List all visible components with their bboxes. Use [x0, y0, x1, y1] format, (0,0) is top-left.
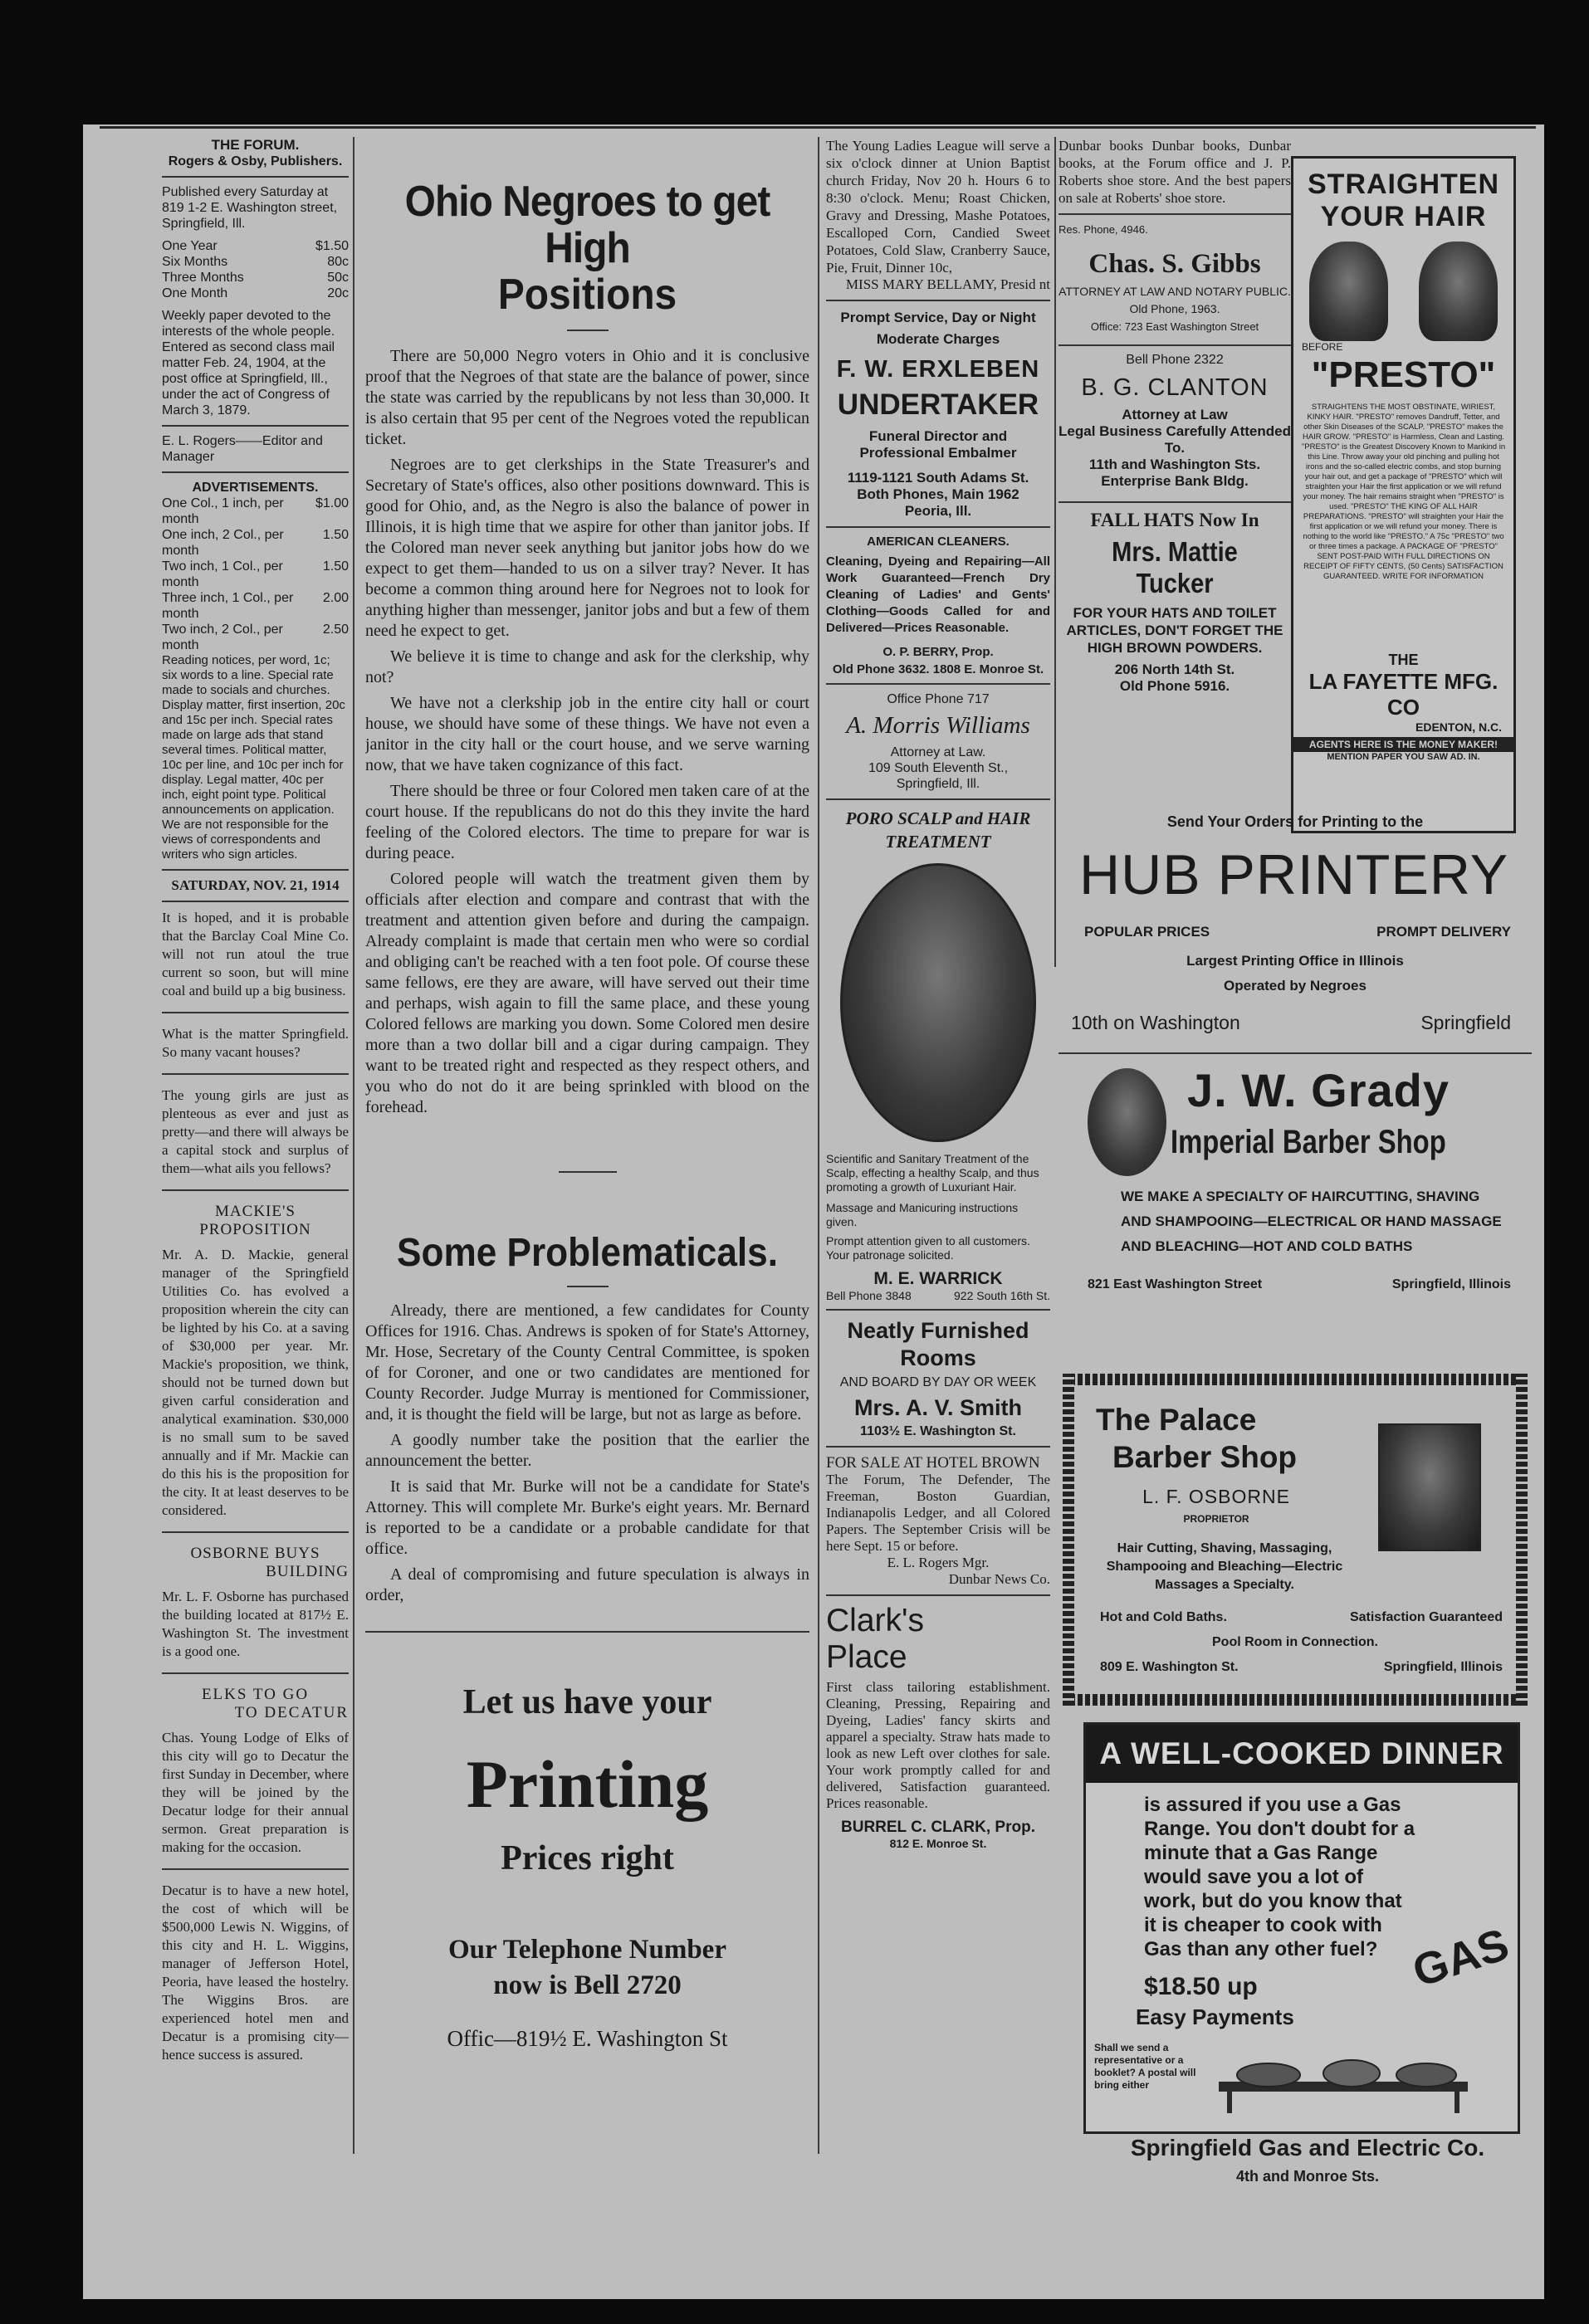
divider — [826, 1309, 1050, 1311]
fourth-column — [1059, 137, 1291, 695]
greek-border-right — [1516, 1374, 1528, 1706]
entered-note: Entered as second class mail matter Feb. 24, 1904, at the post office at Springfield, Ill., under the act of Congress of March 3, 1879. — [162, 340, 335, 417]
gibbs-phone: Old Phone, 1963. — [1129, 302, 1220, 315]
printing-ad-prices: Prices right — [501, 1839, 674, 1877]
poro-massage: Massage and Manicuring instructions given. — [826, 1201, 1019, 1228]
straighten-heading-2: YOUR HAIR — [1320, 201, 1487, 232]
poro-ad — [826, 807, 1050, 1302]
ohio-paragraph: Colored people will watch the treatment given them by officials after election and compare and contrast that with the treatment and attention given before and during the campaign. Already complaint is made that certain men who were so cordial and obliging can't be reached with a ten foot pole. Of course these same fellows, ere they are aware, will have served out their time and perhaps, wish again to fill the same place, and these young Colored fellows are marking you down. Some Colored men desire more than a two dollar bill and a cigar during campaign. They want to be treated right and respected as they respect others, and you who do not do it are being sprinkled with blood on the forehead. — [365, 870, 809, 1116]
hotel-brown-notice — [826, 1454, 1050, 1588]
clark-heading-1: Clark's — [826, 1603, 924, 1638]
gas-stove-image — [1210, 2057, 1476, 2115]
poro-heading: PORO SCALP and HAIR TREATMENT — [845, 808, 1031, 852]
presto-agents: AGENTS HERE IS THE MONEY MAKER! — [1293, 737, 1513, 752]
hotel-brown-manager: E. L. Rogers Mgr. — [887, 1555, 990, 1570]
headline-ohio-1: Ohio Negroes to get High — [404, 178, 770, 272]
presto-city: EDENTON, N.C. — [1415, 720, 1502, 734]
osborne-portrait-image — [1378, 1423, 1481, 1551]
grady-portrait-image — [1088, 1068, 1166, 1176]
tucker-name: Mrs. Mattie Tucker — [1112, 536, 1238, 598]
poro-contact: Bell Phone 3848 922 South 16th St. — [826, 1289, 1050, 1302]
rate-row: One Col., 1 inch, per month $1.00 — [162, 496, 349, 526]
presto-mention: MENTION PAPER YOU SAW AD. IN. — [1327, 752, 1480, 762]
divider — [365, 1631, 809, 1633]
tucker-fall-hats: FALL HATS Now In — [1090, 510, 1259, 530]
erxleben-title: UNDERTAKER — [837, 388, 1039, 421]
headline-problematicals: Some Problematicals. — [397, 1231, 778, 1275]
ohio-paragraph: There are 50,000 Negro voters in Ohio and it is conclusive proof that the Negroes of that state are the balance of power, since the state was carried by the republicans by not less than 30,000. It is also certain that 95 per cent of the Negroes voted the republican ticket. — [365, 347, 809, 448]
williams-phone: Office Phone 717 — [887, 692, 990, 706]
ad-notes: Reading notices, per word, 1c; six words to a line. Special rate made to socials and churches. Display matter, first insertion, 20c and 15c per inch. Special rates made on large ads that stand several times. Political matter, 10c per line, and 10c per inch for display. Legal matter, 40c per inch, eight point type. Political announcements on application. We are not responsible for the views of correspondents and writers who sign articles. — [162, 653, 345, 862]
grady-ad — [1063, 1058, 1528, 1292]
gas-company: Springfield Gas and Electric Co. — [1130, 2135, 1485, 2160]
problematicals-paragraph: A deal of compromising and future speculation is always in order, — [365, 1565, 809, 1604]
tucker-body: FOR YOUR HATS AND TOILET ARTICLES, DON'T FORGET THE HIGH BROWN POWDERS. — [1066, 605, 1283, 656]
divider — [162, 425, 349, 427]
rate-row: One Month 20c — [162, 286, 349, 300]
grady-address-row — [1088, 1277, 1511, 1292]
osborne-article: Mr. L. F. Osborne has purchased the building located at 817½ E. Washington St. The investment is a good one. — [162, 1589, 349, 1659]
printing-ad-office: Offic—819½ E. Washington St — [447, 2026, 728, 2051]
clanton-name: B. G. CLANTON — [1081, 374, 1269, 401]
hub-city: Springfield — [1420, 1012, 1511, 1033]
divider — [162, 1531, 349, 1533]
gibbs-title: ATTORNEY AT LAW AND NOTARY PUBLIC. — [1059, 285, 1291, 298]
gas-range-ad — [1083, 1722, 1520, 2134]
erxleben-phones: Both Phones, Main 1962 — [857, 486, 1019, 502]
ohio-paragraph: We have not a clerkship job in the entire city hall or court house, we should have some of these things. We have not even a janitor in the city hall or the court house, and we serve warning now, that we have taken cognizance of this fact. — [365, 694, 809, 774]
clark-ad — [826, 1603, 1050, 1850]
ad-rates — [162, 496, 349, 653]
grady-body: WE MAKE A SPECIALTY OF HAIRCUTTING, SHAVING AND SHAMPOOING—ELECTRICAL OR HAND MASSAGE AND BLEACHING—HOT AND COLD BATHS — [1121, 1189, 1502, 1254]
gas-word-flame: GAS — [1406, 1919, 1515, 1997]
left-column — [162, 137, 349, 2064]
osborne-heading-2: BUILDING — [266, 1563, 349, 1580]
divider — [559, 1171, 617, 1173]
hotel-brown-heading: FOR SALE AT HOTEL BROWN — [826, 1454, 1040, 1472]
divider — [162, 1189, 349, 1191]
before-label: BEFORE — [1302, 341, 1343, 353]
hub-popular: POPULAR PRICES — [1084, 924, 1210, 940]
elks-heading-1: ELKS TO GO — [201, 1686, 310, 1703]
divider — [162, 901, 349, 902]
williams-city: Springfield, Ill. — [896, 777, 980, 791]
divider — [162, 869, 349, 871]
column-rule — [1054, 137, 1056, 967]
palace-satisfaction: Satisfaction Guaranteed — [1349, 1610, 1503, 1624]
erxleben-city: Peoria, Ill. — [904, 503, 972, 519]
divider — [162, 1672, 349, 1674]
hub-prompt: PROMPT DELIVERY — [1376, 924, 1511, 940]
rate-row: One inch, 2 Col., per month 1.50 — [162, 528, 349, 558]
palace-heading-1: The Palace — [1096, 1403, 1257, 1437]
headline-ohio-2: Positions — [497, 271, 677, 319]
clanton-title: Attorney at Law — [1122, 407, 1228, 422]
poro-attention: Prompt attention given to all customers. Your patronage solicited. — [826, 1234, 1030, 1262]
divider — [162, 176, 349, 178]
before-portrait-image — [1309, 242, 1388, 341]
problematicals-paragraph: It is said that Mr. Burke will not be a candidate for State's Attorney. This will complete Mr. Burke's eight years. Mr. Bernard is reported to be a candidate or a probable candidate for that office. — [365, 1477, 809, 1558]
clark-body: First class tailoring establishment. Cleaning, Pressing, Repairing and Dyeing, Ladies' fancy skirts and apparel a specialty. Straw hats made to look as new Left over clothes for sale. Your work promptly called for and delivered, Satisfaction guaranteed. Prices reasonable. — [826, 1679, 1050, 1811]
clanton-bell: Bell Phone 2322 — [1126, 353, 1224, 367]
clark-prop: BURREL C. CLARK, Prop. — [841, 1819, 1035, 1836]
divider — [826, 798, 1050, 800]
ohio-paragraph: There should be three or four Colored men taken care of at the court house. If the republicans do not do this they invite the hard feeling of the Colored electors. The time to prepare for war is during peace. — [365, 782, 809, 862]
palace-proprietor: PROPRIETOR — [1183, 1513, 1249, 1525]
erxleben-name: F. W. ERXLEBEN — [836, 356, 1040, 383]
erxleben-ad — [826, 310, 1050, 520]
divider — [826, 1594, 1050, 1596]
palace-baths: Hot and Cold Baths. — [1100, 1610, 1227, 1624]
column-rule — [353, 137, 354, 2154]
palace-pool: Pool Room in Connection. — [1212, 1635, 1378, 1649]
poro-portrait-image — [840, 863, 1036, 1142]
greek-border-top — [1063, 1374, 1528, 1385]
grady-name: J. W. Grady — [1187, 1064, 1450, 1116]
masthead: THE FORUM. — [211, 137, 300, 153]
problematicals-paragraph: A goodly number take the position that the earlier the announcement the better. — [365, 1431, 809, 1470]
printing-ad-line: Let us have your — [462, 1683, 712, 1721]
rate-row: One Year $1.50 — [162, 239, 349, 253]
hub-prices-row — [1084, 924, 1511, 940]
issue-date: SATURDAY, NOV. 21, 1914 — [171, 877, 340, 893]
editor-line: E. L. Rogers——Editor and Manager — [162, 434, 323, 464]
hub-largest: Largest Printing Office in Illinois Operated by Negroes — [1186, 953, 1404, 994]
published-info: Published every Saturday at 819 1-2 E. Washington street, Springfield, Ill. — [162, 185, 338, 231]
ohio-paragraph: We believe it is time to change and ask for the clerkship, why not? — [365, 647, 809, 686]
clanton-building: Enterprise Bank Bldg. — [1101, 473, 1249, 489]
center-column — [365, 137, 809, 2052]
cleaners-address: Old Phone 3632. 1808 E. Monroe St. — [832, 662, 1044, 676]
palace-address: 809 E. Washington St. — [1100, 1660, 1239, 1674]
grady-city: Springfield, Illinois — [1391, 1277, 1511, 1291]
cleaners-body: Cleaning, Dyeing and Repairing—All Work Guaranteed—French Dry Cleaning of Ladies' and Gents' Clothing—Goods Called for and Delivered—Prices Reasonable. — [826, 554, 1050, 635]
gas-body: is assured if you use a Gas Range. You don't doubt for a minute that a Gas Range would save you a lot of work, but do you know that it is cheaper to cook with Gas than any other fuel? — [1144, 1794, 1415, 1960]
grady-address: 821 East Washington Street — [1088, 1277, 1263, 1291]
hub-address-row — [1071, 1012, 1511, 1034]
erxleben-address: 1119-1121 South Adams St. — [847, 470, 1029, 486]
divider — [162, 1868, 349, 1870]
gas-address: 4th and Monroe Sts. — [1235, 2168, 1379, 2185]
printing-ad — [365, 1682, 809, 2052]
divider — [162, 1073, 349, 1075]
divider — [567, 330, 609, 331]
erxleben-charges: Moderate Charges — [876, 331, 1000, 347]
cleaners-prop: O. P. BERRY, Prop. — [883, 645, 994, 659]
osborne-heading-1: OSBORNE BUYS — [190, 1545, 320, 1562]
before-after-images — [1293, 242, 1513, 341]
williams-ad — [826, 691, 1050, 792]
hub-send: Send Your Orders for Printing to the — [1166, 813, 1424, 830]
palace-owner: L. F. OSBORNE — [1142, 1486, 1290, 1507]
hub-printery-ad — [1063, 813, 1528, 1034]
league-dinner: The Young Ladies League will serve a six o'clock dinner at Union Baptist church Friday, Nov 20 h. Hours 6 to 8:30 o'clock. Menu; Roast Chicken, Gravy and Dressing, Mashe Potatoes, Escalloped Corn, Candied Sweet Potatoes, Cold Slaw, Cranberry Sauce, Pie, Fruit, Dinner 10c, — [826, 138, 1050, 276]
gibbs-ad — [1059, 223, 1291, 333]
tucker-address: 206 North 14th St. — [1114, 662, 1235, 677]
divider — [1059, 1052, 1532, 1054]
dunbar-books-notice: Dunbar books Dunbar books, Dunbar books, at the Forum office and J. P. Roberts shoe store. And the best papers on sale at Roberts' shoe store. — [1059, 138, 1291, 206]
coal-item: It is hoped, and it is probable that the Barclay Coal Mine Co. will not run atoul the true current so soon, but will mine coal and build up a big business. — [162, 910, 349, 998]
divider — [162, 1012, 349, 1013]
williams-name: A. Morris Williams — [846, 712, 1030, 739]
mackie-heading: MACKIE'S PROPOSITION — [199, 1203, 311, 1238]
third-column — [826, 137, 1050, 1850]
elks-heading-2: TO DECATUR — [234, 1704, 349, 1721]
printing-ad-telephone: Our Telephone Number — [448, 1935, 726, 1965]
presto-company: LA FAYETTE MFG. CO — [1308, 669, 1499, 720]
divider — [826, 683, 1050, 685]
poro-body: Scientific and Sanitary Treatment of the Scalp, effecting a healthy Scalp, and thus promoting a growth of Luxuriant Hair. — [826, 1152, 1039, 1194]
tucker-ad — [1059, 510, 1291, 695]
palace-heading-2: Barber Shop — [1112, 1440, 1298, 1474]
gas-stove-icon — [1210, 2057, 1476, 2115]
presto-the: THE — [1388, 652, 1419, 668]
rate-row: Two inch, 2 Col., per month 2.50 — [162, 622, 349, 652]
subscription-rates — [162, 238, 349, 301]
league-sign: MISS MARY BELLAMY, Presid nt — [845, 276, 1050, 292]
hub-address: 10th on Washington — [1071, 1012, 1240, 1033]
clanton-address: 11th and Washington Sts. — [1088, 456, 1261, 472]
gas-heading-bar — [1086, 1725, 1518, 1783]
hotel-brown-company: Dunbar News Co. — [948, 1571, 1050, 1587]
gas-price: $18.50 up — [1144, 1973, 1258, 2000]
presto-body: STRAIGHTENS THE MOST OBSTINATE, WIRIEST, KINKY HAIR. "PRESTO" removes Dandruff, Tetter, and other Skin Diseases of the SCALP. "PRESTO" makes the HAIR GROW. "PRESTO" is Harmless, Clean and Lasting. "PRESTO" is the Greatest Discovery Known to Mankind in this Line. Throw away your old pinching and pulling hot irons and the so-called electric combs, and stop burning your hair out, and get a package of "PRESTO" which will straighten your Hair the first application or we will refund your money. The hair remains straight when "PRESTO" is used. "PRESTO" THE KING OF ALL HAIR PREPARATIONS. "PRESTO" will straighten your Hair the first application or we will refund your money. There is nothing to the world like "PRESTO." A 75c "PRESTO" two or three times a package. A PACKAGE OF "PRESTO" SENT POST-PAID WITH FULL DIRECTIONS ON RECEIPT OF FIFTY CENTS, (50 Cents) SATISFACTION GUARANTEED. WRITE FOR INFORMATION — [1301, 403, 1506, 581]
gibbs-office: Office: 723 East Washington Street — [1090, 320, 1259, 333]
rooms-heading: Neatly Furnished Rooms — [847, 1318, 1029, 1370]
ohio-paragraph: Negroes are to get clerkships in the State Treasurer's and Secretary of State's offices, also other positions downward. This is good for Ohio, and, as the Negro is also the balance of power in Illinois, it is high time that we aspire for other than janitor jobs. If the Colored man never seek anything but janitor jobs how do we expect to get them—handed to us on a silver tray? Never. It has become a common thing around here for Negroes not to look for anything higher than messenger, janitor jobs and but a few of them need he expect to get. — [365, 456, 809, 640]
hotel-brown-body: The Forum, The Defender, The Freeman, Boston Guardian, Indianapolis Ledger, and all Colored Papers. The September Crisis will be here Sept. 15 or before. — [826, 1472, 1050, 1554]
ads-heading: ADVERTISEMENTS. — [192, 481, 319, 495]
houses-item: What is the matter Springfield. So many vacant houses? — [162, 1026, 349, 1060]
greek-border-left — [1063, 1374, 1074, 1706]
straighten-heading-1: STRAIGHTEN — [1308, 168, 1499, 200]
after-portrait-image — [1419, 242, 1498, 341]
divider — [826, 526, 1050, 528]
grady-shop: Imperial Barber Shop — [1171, 1124, 1446, 1160]
divider — [826, 300, 1050, 301]
rooms-ad — [826, 1317, 1050, 1439]
williams-title: Attorney at Law. — [890, 745, 986, 759]
decatur-hotel-article: Decatur is to have a new hotel, the cost of which will be $500,000 Lewis N. Wiggins, of this city and H. L. Wiggins, manager of Jefferson Hotel, Peoria, have leased the hostelry. The Wiggins Bros. are experienced hotel men and Decatur is a promising city—hence success is assured. — [162, 1882, 349, 2063]
publishers: Rogers & Osby, Publishers. — [168, 154, 343, 168]
clanton-business: Legal Business Carefully Attended To. — [1059, 423, 1291, 456]
presto-title: "PRESTO" — [1311, 354, 1496, 395]
clark-heading-2: Place — [826, 1639, 907, 1675]
gibbs-name: Chas. S. Gibbs — [1088, 249, 1261, 279]
erxleben-service: Prompt Service, Day or Night — [840, 310, 1036, 325]
palace-city: Springfield, Illinois — [1383, 1660, 1503, 1674]
rate-row: Three inch, 1 Col., per month 2.00 — [162, 591, 349, 621]
palace-barber-ad — [1063, 1374, 1528, 1706]
weekly-note: Weekly paper devoted to the interests of the whole people. — [162, 309, 335, 339]
palace-body: Hair Cutting, Shaving, Massaging, Shampooing and Bleaching—Electric Massages a Specialty. — [1106, 1541, 1343, 1592]
elks-article: Chas. Young Lodge of Elks of this city will go to Decatur the first Sunday in December, where they will be joined by the Decatur lodge for their annual sermon. Great preparation is making for the occasion. — [162, 1730, 349, 1855]
rooms-address: 1103½ E. Washington St. — [860, 1424, 1016, 1438]
straighten-hair-ad — [1291, 156, 1516, 833]
rate-row: Two inch, 1 Col., per month 1.50 — [162, 559, 349, 589]
poro-name: M. E. WARRICK — [873, 1269, 1003, 1288]
erxleben-director: Funeral Director and Professional Embalmer — [859, 428, 1017, 461]
greek-border-bottom — [1063, 1694, 1528, 1706]
clanton-ad — [1059, 353, 1291, 490]
divider — [567, 1286, 609, 1287]
divider — [162, 471, 349, 473]
top-rule — [100, 126, 1536, 129]
girls-item: The young girls are just as plenteous as ever and just as pretty—and there will always be a capital stock and surplus of them—what ails you fellows? — [162, 1087, 349, 1176]
divider — [1059, 501, 1291, 503]
gas-heading: A WELL-COOKED DINNER — [1099, 1736, 1504, 1770]
gibbs-res-phone: Res. Phone, 4946. — [1059, 223, 1148, 236]
american-cleaners-ad — [826, 535, 1050, 676]
tucker-phone: Old Phone 5916. — [1119, 678, 1230, 694]
rate-row: Six Months 80c — [162, 255, 349, 269]
column-rule — [818, 137, 819, 2154]
gas-shall: Shall we send a representative or a booklet? A postal will bring either — [1094, 2042, 1196, 2091]
divider — [1059, 344, 1291, 346]
rooms-name: Mrs. A. V. Smith — [853, 1395, 1023, 1420]
clark-address: 812 E. Monroe St. — [889, 1837, 987, 1850]
cleaners-heading: AMERICAN CLEANERS. — [867, 535, 1010, 549]
rate-row: Three Months 50c — [162, 271, 349, 285]
printing-ad-bell: now is Bell 2720 — [493, 1970, 682, 2000]
mackie-article: Mr. A. D. Mackie, general manager of the Springfield Utilities Co. has evolved a proposition wherein the city can be lighted by his Co. at a saving of $30,000 per year. Mr. Mackie's proposition, we think, should not be turned down but given carful consideration and analytical examination. $30,000 is no small sum to be saved annually and if Mr. Mackie can do this his is the proposition for the city. It at least deserves to be considered. — [162, 1247, 349, 1518]
gas-easy: Easy Payments — [1136, 2004, 1294, 2029]
rooms-board: AND BOARD BY DAY OR WEEK — [839, 1375, 1037, 1389]
divider — [1059, 213, 1291, 215]
divider — [826, 1446, 1050, 1448]
printing-ad-title: Printing — [466, 1746, 709, 1822]
problematicals-paragraph: Already, there are mentioned, a few candidates for County Offices for 1916. Chas. Andrews is spoken of for State's Attorney, Mr. Hose, Secretary of the County Central Committee, is spoken of for Coroner, and one or two candidates are mentioned for County Recorder. Judge Murray is mentioned for Commissioner, and, it is thought the field will be large, but not as large as before. — [365, 1301, 809, 1423]
williams-address: 109 South Eleventh St., — [868, 761, 1009, 775]
hub-name: HUB PRINTERY — [1079, 843, 1509, 906]
